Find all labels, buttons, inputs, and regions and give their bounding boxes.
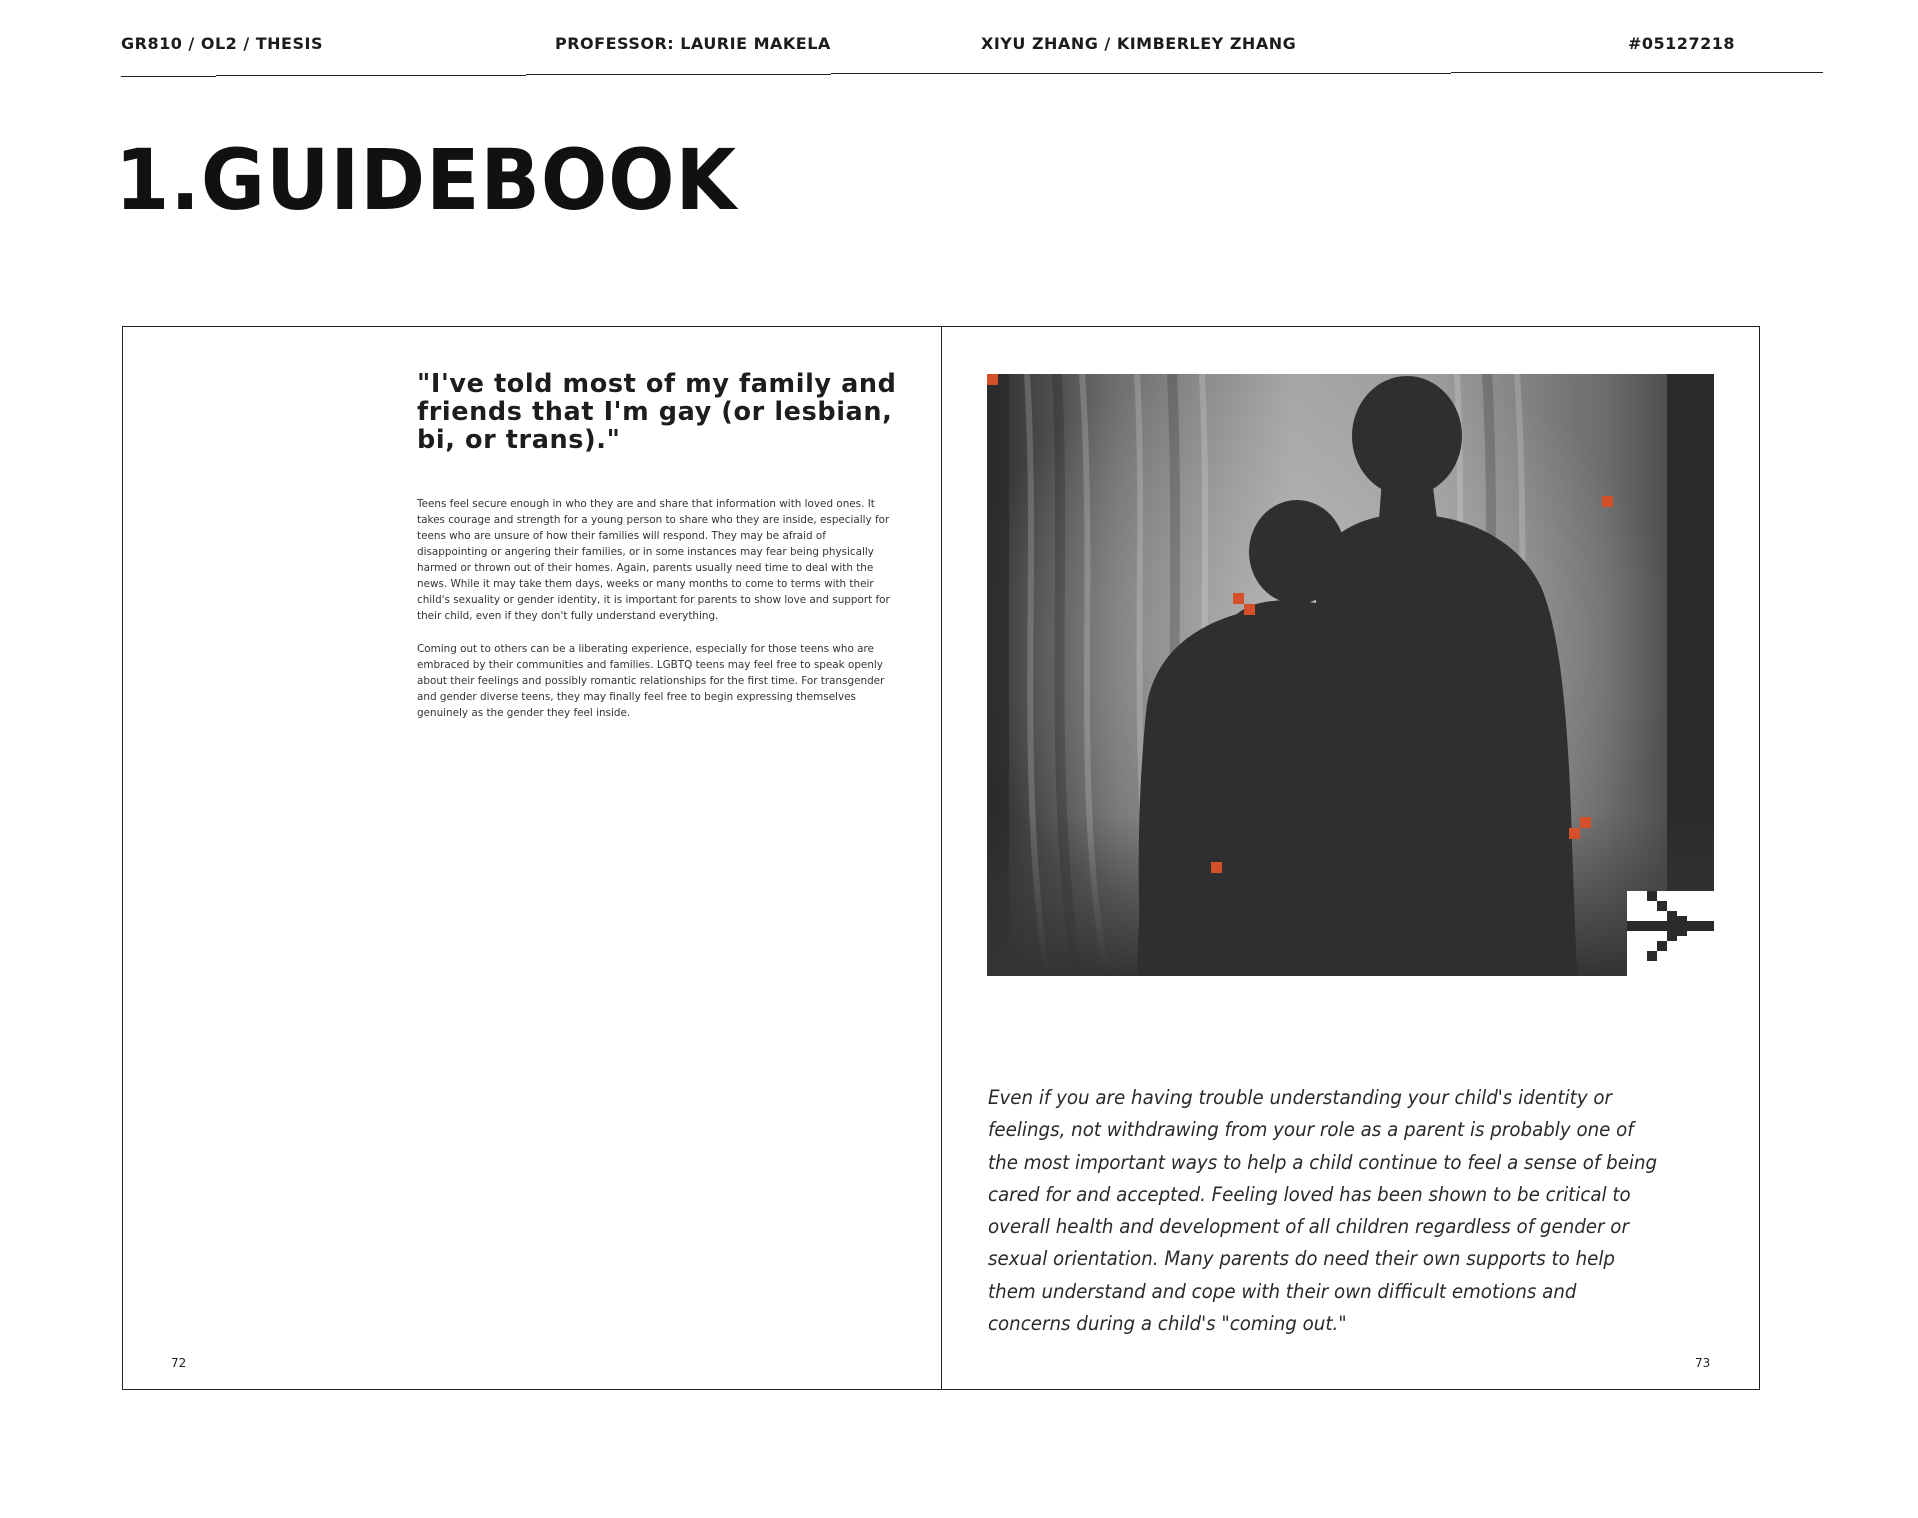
page-number-right: 73 [1695,1356,1711,1370]
page-number-left: 72 [171,1356,187,1370]
professor-name: PROFESSOR: LAURIE MAKELA [555,34,831,53]
book-spread [122,326,1760,1390]
body-text [417,496,895,738]
header-rule [526,74,831,75]
section-title: 1.GUIDEBOOK [115,131,737,229]
document-id: #05127218 [1628,34,1735,53]
course-code: GR810 / OL2 / THESIS [121,34,323,53]
header-rule [1141,73,1451,74]
header-rule [121,76,216,77]
closing-quote: Even if you are having trouble understanding your child's identity or feelings, not withdrawing from your role as a parent is probably one of the most important ways to help a child continue to feel a sense of being cared for and accepted. Feeling loved has been shown to be critical to overall health and development of all children regardless of gender or sexual orientation. Many parents do need their own supports to help them understand and cope with their own difficult emotions and concerns during a child's "coming out." [988,1086,1658,1336]
silhouette-photo [987,374,1714,976]
header-rule [831,73,1141,74]
spread-gutter [941,327,942,1389]
header-rule [1451,72,1823,73]
header-rule [216,75,526,76]
body-paragraph: Coming out to others can be a liberating experience, especially for those teens who are embraced by their communities and families. LGBTQ teens may feel free to speak openly about their feelings and possibly romantic relationships for the first time. For transgender and gender diverse teens, they may finally feel free to begin expressing themselves genuinely as the gender they feel inside. [417,643,885,719]
authors: XIYU ZHANG / KIMBERLEY ZHANG [981,34,1297,53]
pull-quote: "I've told most of my family and friends that I'm gay (or lesbian, bi, or trans)." [417,369,897,455]
body-paragraph: Teens feel secure enough in who they are and share that information with loved ones. It takes courage and strength for a young person to share who they are inside, especially for teens who are unsure of how their families will respond. They may be afraid of disappointing or angering their families, or in some instances may fear being physically harmed or thrown out of their homes. Again, parents usually need time to deal with the news. While it may take them days, weeks or many months to come to terms with their child's sexuality or gender identity, it is important for parents to show love and support for their child, even if they don't fully understand everything. [417,498,890,622]
